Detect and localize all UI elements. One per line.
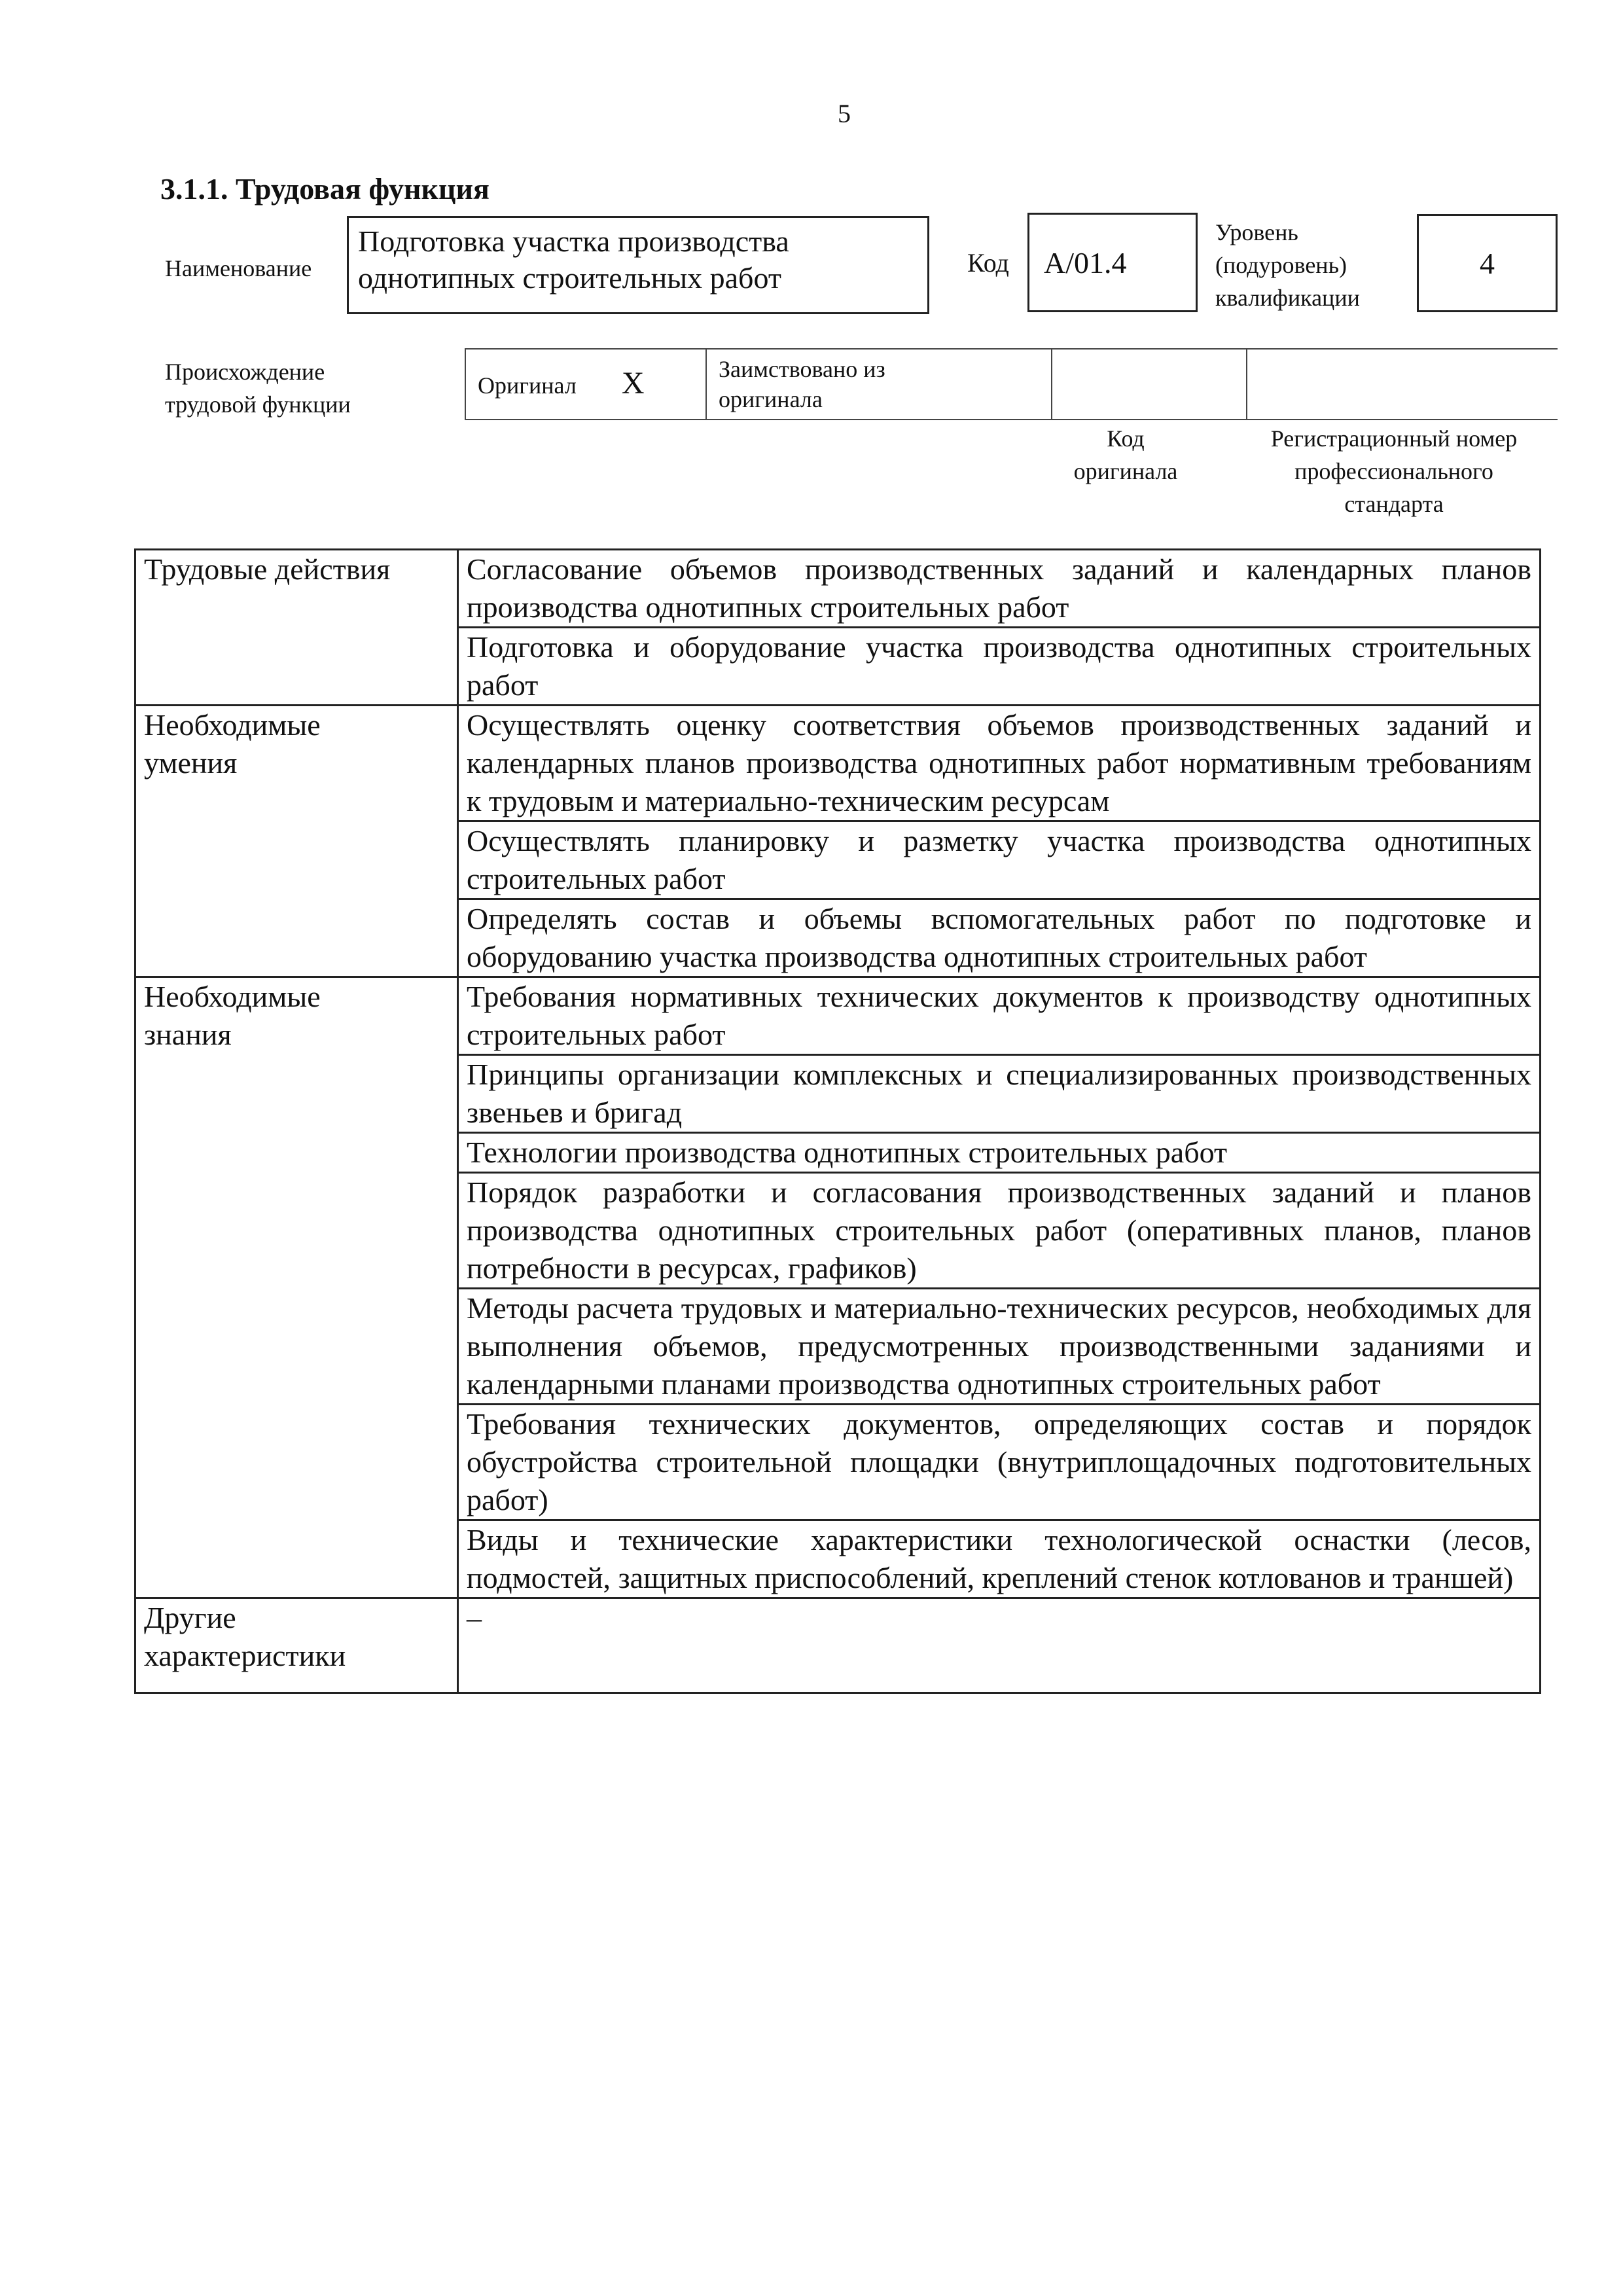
- knowledge-item: Требования нормативных технических документов к производству однотипных строительных работ: [458, 977, 1541, 1055]
- page-number: 5: [838, 99, 851, 128]
- labor-action-item: Подготовка и оборудование участка производства однотипных строительных работ: [458, 628, 1541, 706]
- level-value-box: [1417, 214, 1558, 312]
- original-mark: X: [621, 365, 645, 401]
- level-label-line: квалификации: [1215, 285, 1360, 311]
- reg-number-line: Регистрационный номер: [1270, 425, 1518, 452]
- knowledge-heading: Необходимые знания: [135, 977, 458, 1598]
- borrowed-cell: [706, 349, 1052, 420]
- other-value: –: [458, 1598, 1541, 1693]
- function-name-box: [347, 216, 929, 314]
- function-name-line: Подготовка участка производства: [358, 224, 789, 258]
- original-cell: [465, 349, 706, 420]
- level-label-line: Уровень: [1215, 219, 1298, 245]
- reg-number-cell: [1247, 349, 1558, 420]
- skills-heading: Необходимые умения: [135, 706, 458, 977]
- knowledge-item: Методы расчета трудовых и материально-технических ресурсов, необходимых для выполнения объемов, предусмотренных производственными заданиями и календарными планами производства однотипных строительных работ: [458, 1289, 1541, 1405]
- function-name-line: однотипных строительных работ: [358, 261, 781, 295]
- knowledge-item: Виды и технические характеристики технологической оснастки (лесов, подмостей, защитных приспособлений, креплений стенок котлованов и траншей): [458, 1520, 1541, 1598]
- reg-number-line: стандарта: [1344, 491, 1444, 517]
- code-label: Код: [967, 248, 1009, 278]
- skill-item: Определять состав и объемы вспомогательных работ по подготовке и оборудованию участка производства однотипных строительных работ: [458, 899, 1541, 977]
- section-title: 3.1.1. Трудовая функция: [160, 172, 490, 206]
- labor-action-item: Согласование объемов производственных заданий и календарных планов производства однотипных строительных работ: [458, 550, 1541, 628]
- level-label: [1215, 216, 1360, 314]
- original-label: Оригинал: [478, 372, 577, 399]
- borrowed-label-line: Заимствовано из: [719, 356, 885, 382]
- level-label-line: (подуровень): [1215, 252, 1347, 278]
- knowledge-item: Порядок разработки и согласования производственных заданий и планов производства однотипных строительных работ (оперативных планов, планов потребности в ресурсах, графиков): [458, 1173, 1541, 1289]
- name-label: Наименование: [165, 255, 312, 281]
- origin-label: [165, 355, 351, 421]
- function-details-table: [134, 548, 1541, 1694]
- other-heading: Другие характеристики: [135, 1598, 458, 1693]
- level-value: 4: [1480, 246, 1495, 280]
- borrowed-label-line: оригинала: [719, 386, 823, 412]
- code-value: А/01.4: [1044, 245, 1127, 279]
- code-original-line: оригинала: [1073, 458, 1178, 484]
- skill-item: Осуществлять оценку соответствия объемов производственных заданий и календарных планов производства однотипных работ нормативным требованиям к трудовым и материально-техническим ресурсам: [458, 706, 1541, 821]
- reg-number-label: [1237, 422, 1551, 520]
- code-value-box: [1027, 213, 1198, 312]
- code-original-cell: [1052, 349, 1247, 420]
- knowledge-item: Требования технических документов, определяющих состав и порядок обустройства строительной площадки (внутриплощадочных подготовительных работ): [458, 1405, 1541, 1520]
- labor-actions-heading: Трудовые действия: [135, 550, 458, 706]
- knowledge-item: Принципы организации комплексных и специализированных производственных звеньев и бригад: [458, 1055, 1541, 1133]
- origin-label-line: трудовой функции: [165, 391, 351, 418]
- code-original-label: [1041, 422, 1211, 488]
- origin-table: [465, 348, 1558, 420]
- skill-item: Осуществлять планировку и разметку участка производства однотипных строительных работ: [458, 821, 1541, 899]
- code-original-line: Код: [1107, 425, 1145, 452]
- knowledge-item: Технологии производства однотипных строительных работ: [458, 1133, 1541, 1173]
- origin-label-line: Происхождение: [165, 359, 325, 385]
- reg-number-line: профессионального: [1294, 458, 1493, 484]
